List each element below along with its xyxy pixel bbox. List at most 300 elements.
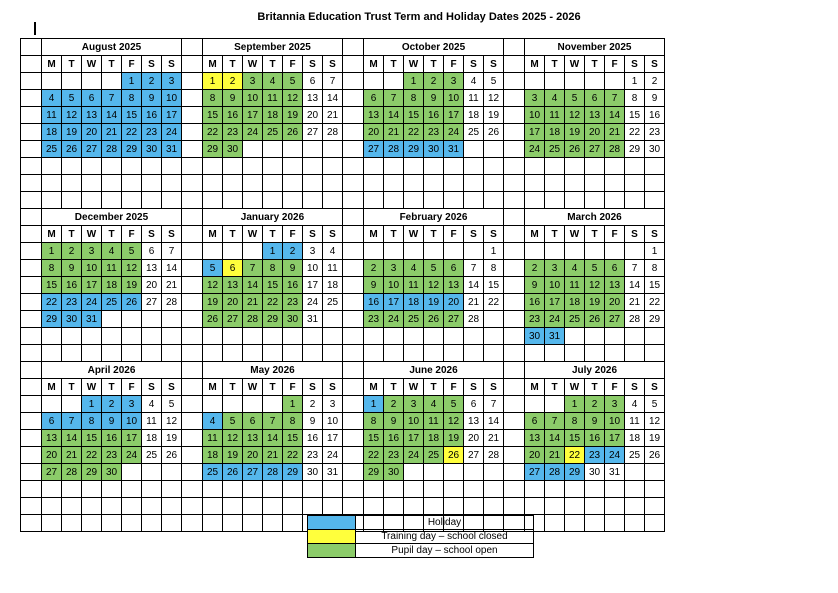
grid-cell	[464, 498, 484, 515]
day-cell: 5	[283, 73, 303, 90]
day-cell: 26	[585, 311, 605, 328]
day-cell: 5	[62, 90, 82, 107]
grid-cell	[162, 498, 182, 515]
day-cell: 24	[243, 124, 263, 141]
weekday-header: T	[424, 56, 444, 73]
spacer-cell	[182, 260, 203, 277]
day-cell: 18	[42, 124, 62, 141]
grid-cell	[102, 481, 122, 498]
day-cell: 13	[82, 107, 102, 124]
spacer-cell	[504, 260, 525, 277]
day-cell: 29	[203, 141, 223, 158]
day-cell: 17	[82, 277, 102, 294]
spacer-cell	[182, 90, 203, 107]
spacer-cell	[21, 90, 42, 107]
calendar-row	[21, 209, 665, 226]
spacer-cell	[504, 464, 525, 481]
day-cell: 26	[645, 447, 665, 464]
grid-cell	[142, 192, 162, 209]
day-cell: 6	[605, 260, 625, 277]
day-cell: 20	[444, 294, 464, 311]
day-cell: 10	[444, 90, 464, 107]
grid-cell	[484, 328, 504, 345]
day-cell: 18	[263, 107, 283, 124]
grid-cell	[283, 158, 303, 175]
grid-cell	[122, 345, 142, 362]
day-cell: 30	[102, 464, 122, 481]
day-cell: 28	[625, 311, 645, 328]
day-cell: 17	[162, 107, 182, 124]
day-cell: 10	[404, 413, 424, 430]
day-cell: 23	[384, 447, 404, 464]
day-cell: 11	[404, 277, 424, 294]
grid-cell	[42, 515, 62, 532]
day-cell: 23	[142, 124, 162, 141]
day-cell: 22	[645, 294, 665, 311]
weekday-header: S	[162, 379, 182, 396]
day-cell: 24	[122, 447, 142, 464]
day-cell: 25	[424, 447, 444, 464]
day-cell	[464, 141, 484, 158]
day-cell	[525, 396, 545, 413]
grid-cell	[223, 515, 243, 532]
grid-cell	[605, 192, 625, 209]
calendar-row	[21, 345, 665, 362]
calendar-row	[21, 430, 665, 447]
spacer-cell	[504, 124, 525, 141]
spacer-cell	[343, 362, 364, 379]
weekday-header: W	[565, 226, 585, 243]
spacer-cell	[504, 328, 525, 345]
day-cell	[142, 311, 162, 328]
day-cell: 28	[605, 141, 625, 158]
weekday-header: T	[62, 56, 82, 73]
weekday-header: T	[384, 226, 404, 243]
grid-cell	[464, 175, 484, 192]
grid-cell	[283, 345, 303, 362]
day-cell: 25	[464, 124, 484, 141]
day-cell: 20	[585, 124, 605, 141]
day-cell: 26	[444, 447, 464, 464]
day-cell	[565, 73, 585, 90]
spacer-cell	[504, 345, 525, 362]
day-cell	[243, 141, 263, 158]
day-cell: 29	[565, 464, 585, 481]
day-cell: 20	[243, 447, 263, 464]
weekday-header: T	[545, 379, 565, 396]
day-cell: 28	[243, 311, 263, 328]
grid-cell	[364, 498, 384, 515]
legend-row	[308, 516, 534, 530]
day-cell: 26	[283, 124, 303, 141]
grid-cell	[263, 158, 283, 175]
grid-cell	[283, 328, 303, 345]
day-cell: 31	[303, 311, 323, 328]
day-cell: 13	[585, 107, 605, 124]
day-cell: 28	[484, 447, 504, 464]
spacer-cell	[182, 107, 203, 124]
grid-cell	[364, 328, 384, 345]
weekday-header: W	[243, 379, 263, 396]
day-cell: 29	[82, 464, 102, 481]
day-cell: 16	[525, 294, 545, 311]
grid-cell	[565, 515, 585, 532]
day-cell: 3	[605, 396, 625, 413]
day-cell: 24	[384, 311, 404, 328]
grid-cell	[203, 175, 223, 192]
spacer-cell	[343, 226, 364, 243]
grid-cell	[122, 498, 142, 515]
calendar-row	[21, 73, 665, 90]
spacer-cell	[182, 192, 203, 209]
spacer-cell	[343, 73, 364, 90]
grid-cell	[303, 481, 323, 498]
spacer-cell	[343, 311, 364, 328]
spacer-cell	[343, 396, 364, 413]
day-cell: 21	[605, 124, 625, 141]
day-cell: 30	[384, 464, 404, 481]
grid-cell	[645, 481, 665, 498]
grid-cell	[424, 328, 444, 345]
grid-cell	[645, 515, 665, 532]
grid-cell	[122, 175, 142, 192]
day-cell: 14	[323, 90, 343, 107]
weekday-header: M	[203, 379, 223, 396]
day-cell	[645, 464, 665, 481]
day-cell: 23	[223, 124, 243, 141]
grid-cell	[263, 481, 283, 498]
grid-cell	[444, 175, 464, 192]
grid-cell	[82, 328, 102, 345]
grid-cell	[283, 481, 303, 498]
day-cell: 24	[444, 124, 464, 141]
day-cell: 7	[545, 413, 565, 430]
grid-cell	[203, 515, 223, 532]
day-cell: 25	[102, 294, 122, 311]
grid-cell	[605, 481, 625, 498]
day-cell: 15	[203, 107, 223, 124]
day-cell: 11	[142, 413, 162, 430]
day-cell: 25	[404, 311, 424, 328]
grid-cell	[142, 175, 162, 192]
spacer-cell	[343, 56, 364, 73]
spacer-cell	[504, 192, 525, 209]
weekday-header: T	[545, 56, 565, 73]
grid-cell	[545, 498, 565, 515]
day-cell	[42, 73, 62, 90]
grid-cell	[605, 498, 625, 515]
day-cell	[62, 396, 82, 413]
grid-cell	[525, 498, 545, 515]
legend-row	[308, 544, 534, 558]
grid-cell	[62, 515, 82, 532]
grid-cell	[283, 515, 303, 532]
grid-cell	[323, 498, 343, 515]
spacer-cell	[21, 379, 42, 396]
spacer-cell	[504, 226, 525, 243]
day-cell: 2	[645, 73, 665, 90]
weekday-header: S	[625, 226, 645, 243]
day-cell: 22	[42, 294, 62, 311]
grid-cell	[102, 192, 122, 209]
day-cell: 10	[384, 277, 404, 294]
weekday-header: F	[283, 226, 303, 243]
weekday-header: M	[42, 379, 62, 396]
day-cell	[464, 464, 484, 481]
day-cell: 23	[645, 124, 665, 141]
day-cell: 6	[243, 413, 263, 430]
grid-cell	[203, 498, 223, 515]
spacer-cell	[21, 260, 42, 277]
day-cell: 20	[605, 294, 625, 311]
spacer-cell	[343, 345, 364, 362]
day-cell: 26	[484, 124, 504, 141]
grid-cell	[243, 192, 263, 209]
grid-cell	[122, 158, 142, 175]
spacer-cell	[504, 56, 525, 73]
day-cell: 23	[303, 447, 323, 464]
weekday-header: M	[364, 56, 384, 73]
day-cell: 20	[303, 107, 323, 124]
day-cell	[545, 73, 565, 90]
grid-cell	[444, 345, 464, 362]
day-cell: 1	[203, 73, 223, 90]
day-cell: 22	[82, 447, 102, 464]
spacer-cell	[504, 447, 525, 464]
month-title: August 2025	[42, 39, 182, 56]
day-cell: 7	[484, 396, 504, 413]
day-cell: 9	[303, 413, 323, 430]
day-cell: 9	[364, 277, 384, 294]
day-cell: 9	[62, 260, 82, 277]
day-cell: 15	[565, 430, 585, 447]
weekday-header: T	[223, 379, 243, 396]
spacer-cell	[182, 413, 203, 430]
grid-cell	[42, 481, 62, 498]
weekday-header: F	[605, 379, 625, 396]
day-cell	[323, 141, 343, 158]
month-title: September 2025	[203, 39, 343, 56]
day-cell: 12	[444, 413, 464, 430]
grid-cell	[243, 515, 263, 532]
grid-cell	[82, 192, 102, 209]
spacer-cell	[504, 158, 525, 175]
day-cell: 8	[645, 260, 665, 277]
legend-swatch	[308, 516, 356, 530]
day-cell: 6	[223, 260, 243, 277]
spacer-cell	[343, 39, 364, 56]
day-cell: 12	[203, 277, 223, 294]
weekday-header: T	[223, 226, 243, 243]
grid-cell	[404, 345, 424, 362]
grid-cell	[142, 498, 162, 515]
day-cell: 14	[545, 430, 565, 447]
day-cell	[162, 464, 182, 481]
spacer-cell	[21, 192, 42, 209]
day-cell	[283, 141, 303, 158]
grid-cell	[62, 345, 82, 362]
spacer-cell	[21, 226, 42, 243]
grid-cell	[223, 345, 243, 362]
day-cell: 26	[122, 294, 142, 311]
spacer-cell	[504, 396, 525, 413]
spacer-cell	[504, 294, 525, 311]
grid-cell	[122, 328, 142, 345]
day-cell	[585, 243, 605, 260]
grid-cell	[223, 498, 243, 515]
day-cell: 17	[323, 430, 343, 447]
grid-cell	[585, 175, 605, 192]
day-cell: 25	[142, 447, 162, 464]
grid-cell	[243, 175, 263, 192]
day-cell: 7	[323, 73, 343, 90]
spacer-cell	[182, 175, 203, 192]
day-cell	[62, 73, 82, 90]
grid-cell	[484, 158, 504, 175]
day-cell: 22	[122, 124, 142, 141]
day-cell: 20	[223, 294, 243, 311]
grid-cell	[162, 175, 182, 192]
spacer-cell	[343, 158, 364, 175]
spacer-cell	[343, 192, 364, 209]
day-cell	[384, 73, 404, 90]
grid-cell	[263, 175, 283, 192]
grid-cell	[122, 515, 142, 532]
calendar-row	[21, 243, 665, 260]
day-cell: 21	[384, 124, 404, 141]
day-cell: 4	[565, 260, 585, 277]
grid-cell	[464, 328, 484, 345]
day-cell: 4	[464, 73, 484, 90]
day-cell: 13	[243, 430, 263, 447]
spacer-cell	[21, 447, 42, 464]
spacer-cell	[182, 209, 203, 226]
day-cell: 19	[565, 124, 585, 141]
grid-cell	[625, 345, 645, 362]
grid-cell	[464, 192, 484, 209]
weekday-header: T	[223, 56, 243, 73]
day-cell: 27	[303, 124, 323, 141]
day-cell: 15	[625, 107, 645, 124]
grid-cell	[303, 175, 323, 192]
day-cell: 17	[444, 107, 464, 124]
grid-cell	[283, 498, 303, 515]
spacer-cell	[343, 464, 364, 481]
grid-cell	[484, 498, 504, 515]
day-cell: 11	[424, 413, 444, 430]
day-cell	[484, 141, 504, 158]
day-cell: 15	[283, 430, 303, 447]
grid-cell	[162, 515, 182, 532]
spacer-cell	[343, 277, 364, 294]
day-cell: 30	[585, 464, 605, 481]
day-cell	[545, 243, 565, 260]
day-cell: 16	[303, 430, 323, 447]
day-cell: 23	[424, 124, 444, 141]
grid-cell	[404, 175, 424, 192]
grid-cell	[82, 498, 102, 515]
grid-cell	[62, 192, 82, 209]
day-cell: 2	[303, 396, 323, 413]
grid-cell	[223, 192, 243, 209]
day-cell: 12	[484, 90, 504, 107]
calendar-row	[21, 141, 665, 158]
day-cell: 9	[102, 413, 122, 430]
calendar-row	[21, 260, 665, 277]
day-cell: 25	[565, 311, 585, 328]
day-cell: 14	[243, 277, 263, 294]
day-cell: 30	[424, 141, 444, 158]
day-cell: 7	[162, 243, 182, 260]
weekday-header: T	[585, 56, 605, 73]
grid-cell	[303, 345, 323, 362]
spacer-cell	[504, 175, 525, 192]
grid-cell	[484, 175, 504, 192]
day-cell: 8	[625, 90, 645, 107]
day-cell: 24	[404, 447, 424, 464]
weekday-header: S	[645, 226, 665, 243]
day-cell: 11	[625, 413, 645, 430]
day-cell: 23	[62, 294, 82, 311]
spacer-cell	[21, 243, 42, 260]
day-cell: 5	[585, 260, 605, 277]
spacer-cell	[343, 141, 364, 158]
weekday-header: S	[142, 379, 162, 396]
day-cell: 18	[142, 430, 162, 447]
grid-cell	[605, 515, 625, 532]
weekday-header: T	[62, 226, 82, 243]
day-cell: 3	[162, 73, 182, 90]
weekday-header: F	[283, 379, 303, 396]
day-cell	[565, 328, 585, 345]
spacer-cell	[182, 362, 203, 379]
day-cell: 18	[102, 277, 122, 294]
day-cell: 17	[605, 430, 625, 447]
grid-cell	[82, 158, 102, 175]
legend-swatch	[308, 530, 356, 544]
grid-cell	[323, 328, 343, 345]
spacer-cell	[182, 515, 203, 532]
grid-cell	[203, 158, 223, 175]
day-cell: 16	[223, 107, 243, 124]
grid-cell	[162, 481, 182, 498]
day-cell: 2	[283, 243, 303, 260]
day-cell: 29	[404, 141, 424, 158]
day-cell	[243, 243, 263, 260]
spacer-cell	[182, 73, 203, 90]
day-cell: 21	[102, 124, 122, 141]
day-cell: 27	[444, 311, 464, 328]
day-cell	[162, 311, 182, 328]
grid-cell	[565, 345, 585, 362]
grid-cell	[645, 192, 665, 209]
legend-label: Pupil day – school open	[356, 544, 534, 558]
day-cell: 15	[122, 107, 142, 124]
grid-cell	[102, 175, 122, 192]
day-cell: 8	[404, 90, 424, 107]
grid-cell	[605, 175, 625, 192]
day-cell: 6	[525, 413, 545, 430]
day-cell: 19	[162, 430, 182, 447]
spacer-cell	[21, 124, 42, 141]
day-cell	[424, 464, 444, 481]
day-cell: 2	[384, 396, 404, 413]
day-cell: 11	[464, 90, 484, 107]
grid-cell	[484, 345, 504, 362]
day-cell: 1	[283, 396, 303, 413]
day-cell: 6	[464, 396, 484, 413]
day-cell: 6	[82, 90, 102, 107]
